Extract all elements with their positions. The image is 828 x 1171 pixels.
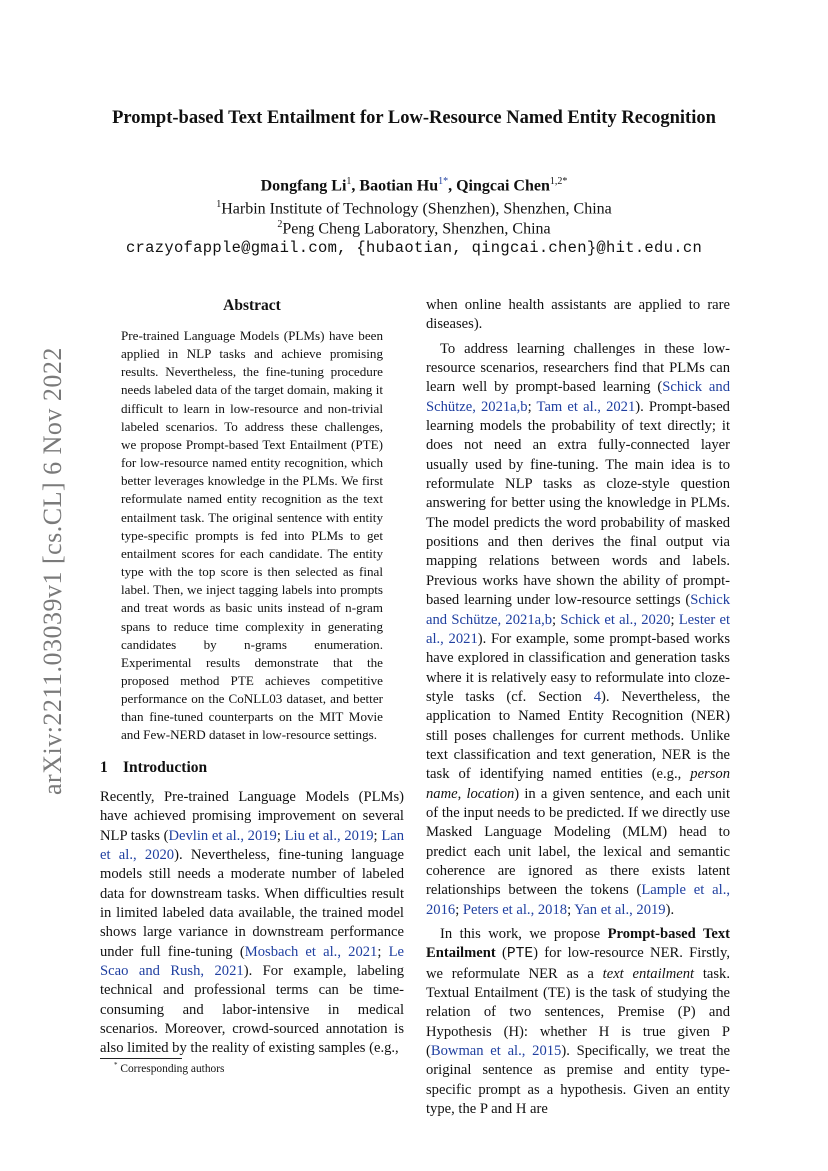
method-name: Prompt-based Text Entailment <box>426 926 730 962</box>
citation-link[interactable]: Schick and Schütze, 2021a,b <box>426 592 730 628</box>
body-text: In this work, we propose <box>440 926 608 942</box>
citation-link[interactable]: Bowman et al., 2015 <box>430 1043 562 1060</box>
body-text: ) in a given sentence, and each unit of the input needs to be predicted. If we directly use Masked Language Modeling (MLM) head to predict each unit label, the lexical and semantic coherence are ignored as there exists latent relationships between the tokens ( <box>426 785 731 899</box>
citation-link[interactable]: Schick et al., 2020 <box>560 611 671 628</box>
affiliation <box>110 199 718 218</box>
body-text: , <box>457 785 467 802</box>
paragraph-continuation: when online health assistants are applied to rare diseases). <box>426 297 730 333</box>
paragraph <box>426 340 730 920</box>
body-text: ). Nevertheless, fine-tuning language models still needs a moderate number of labeled data for downstream tasks. When difficulties result in limited labeled data available, the trained model shows large variance in downstream performance under full fine-tuning ( <box>100 847 404 960</box>
author-emails: crazyofapple@gmail.com, {hubaotian, qingcai.chen}@hit.edu.cn <box>125 239 703 257</box>
author-name: Dongfang Li <box>260 177 347 195</box>
paragraph <box>426 925 730 1119</box>
citation-link[interactable]: Le Scao and Rush, 2021 <box>100 943 405 980</box>
body-text: ) for low-resource NER. Firstly, we reformulate NER as a <box>426 945 730 982</box>
section-heading <box>100 759 207 777</box>
section-reference-link[interactable]: 4 <box>593 688 601 705</box>
citation-link[interactable]: Mosbach et al., 2021 <box>244 943 378 960</box>
abstract-heading: Abstract <box>223 297 281 314</box>
intro-paragraph-left <box>100 788 404 1059</box>
section-title: Introduction <box>123 759 208 776</box>
body-text: ). Nevertheless, the application to Named Entity Recognition (NER) still poses challenges for current methods. Unlike text classification and text generation, NER is the task of identifying named entities (e.g., <box>426 688 730 783</box>
affiliation-marker: 2 <box>277 219 283 230</box>
abstract-body: Pre-trained Language Models (PLMs) have been applied in NLP tasks and achieve promising results. Nevertheless, the fine-tuning procedure needs labeled data of the target domain, making it difficult to learn in low-resource and non-trivial labeled scenarios. To address these challenges, we propose Prompt-based Text Entailment (PTE) for low-resource named entity recognition, which better leverages knowledge in the PLMs. We first reformulate named entity recognition as the text entailment task. The original sentence with entity type-specific prompts is fed into PLMs to get entailment scores for each candidate. The entity type with the top score is then selected as final label. Then, we inject tagging labels into prompts and treat words as basic units instead of n-gram spans to reduce time complexity in generating candidates by n-grams enumeration. Experimental results demonstrate that the proposed method PTE achieves competitive performance on the CoNLL03 dataset, and better than fine-tuned counterparts on the MIT Movie and Few-NERD dataset in low-resource settings. <box>121 328 383 743</box>
author-affiliation-marker: 1 <box>346 176 352 187</box>
affiliation-marker: 1 <box>216 199 222 210</box>
citation-link[interactable]: Tam et al., 2021 <box>536 398 636 415</box>
author-affiliation-marker: 1* <box>438 176 449 187</box>
body-text: ). For example, labeling technical and professional terms can be time-consuming and labor-intensive in medical scenarios. Moreover, crowd-sourced annotation is also limited by the reality of existing samples (e.g., <box>100 963 404 1057</box>
citation-link[interactable]: Lan et al., 2020 <box>100 827 405 864</box>
body-text: ( <box>495 945 507 962</box>
emphasis-text: person name <box>426 766 730 802</box>
footnote-text: Corresponding authors <box>120 1062 225 1075</box>
citation-link[interactable]: Yan et al., 2019 <box>574 901 666 918</box>
footnote-marker: * <box>114 1061 118 1069</box>
body-text: Recently, Pre-trained Language Models (PLMs) have achieved promising improvement on several NLP tasks ( <box>100 789 404 844</box>
emphasis-text: location <box>466 785 515 802</box>
author-list: Dongfang Li$^1$, Baotian $Hu^{1*}$, Qingcai Chen$^{1,2*}$ <box>260 176 568 195</box>
body-text: ; <box>455 901 463 918</box>
body-text: ). Specifically, we treat the original sentence as premise and entity type-specific prompt as a hypothesis. Given an entity type, the P and H are <box>426 1043 730 1118</box>
author-name: Qingcai Chen <box>456 177 550 195</box>
body-text: ; <box>552 611 561 628</box>
body-text: ). Prompt-based learning models the probability of text directly; it does not need an extra fully-connected layer usually used by fine-tuning. The main idea is to reformulate NLP tasks as cloze-style question answering for better using the knowledge in PLMs. The model predicts the word probability of masked positions and then derives the final output via mapping relations between words and labels. Previous works have shown the ability of prompt-based learning under low-resource settings ( <box>426 398 730 609</box>
section-number: 1 <box>100 759 108 776</box>
body-text: ; <box>276 827 285 844</box>
intro-right-column <box>426 296 730 1119</box>
body-text: ; <box>567 901 575 918</box>
body-text: ; <box>377 943 389 960</box>
body-text: ). <box>665 901 675 918</box>
author-name: Baotian Hu <box>359 177 439 195</box>
affiliation <box>110 219 718 238</box>
citation-link[interactable]: Lample et al., 2016 <box>426 882 730 918</box>
body-text: ). For example, some prompt-based works have explored in classification and generation tasks where it is relatively easy to reformulate into cloze-style tasks (cf. Section <box>426 630 730 705</box>
body-text: ; <box>373 827 382 844</box>
arxiv-identifier: arXiv:2211.03039v1 [cs.CL] 6 Nov 2022 <box>38 347 67 795</box>
citation-link[interactable]: Devlin et al., 2019 <box>168 827 277 844</box>
citation-link[interactable]: Schick and Schütze, 2021a,b <box>426 379 730 415</box>
footnote-divider <box>100 1058 182 1059</box>
emphasis-text: text entailment <box>602 965 695 982</box>
citation-link[interactable]: Peters et al., 2018 <box>462 901 568 918</box>
affiliation-text: Harbin Institute of Technology (Shenzhen), Shenzhen, China <box>221 200 612 218</box>
paper-title: Prompt-based Text Entailment for Low-Resource Named Entity Recognition <box>112 108 716 128</box>
citation-link[interactable]: Liu et al., 2019 <box>284 827 374 844</box>
citation-link[interactable]: Lester et al., 2021 <box>426 611 731 647</box>
affiliation-text: Peng Cheng Laboratory, Shenzhen, China <box>282 220 551 238</box>
footnote <box>114 1061 224 1075</box>
author-affiliation-marker: 1,2* <box>549 176 568 187</box>
body-text: task. Textual Entailment (TE) is the task of studying the relation of two sentences, Premise (P) and Hypothesis (H): whether H is true given P ( <box>426 965 730 1060</box>
body-text: ; <box>527 398 537 415</box>
method-abbrev: PTE <box>506 946 534 963</box>
body-text: ; <box>670 611 679 628</box>
body-text: To address learning challenges in these low-resource scenarios, researchers find that PLMs can learn well by prompt-based learning ( <box>426 340 730 396</box>
